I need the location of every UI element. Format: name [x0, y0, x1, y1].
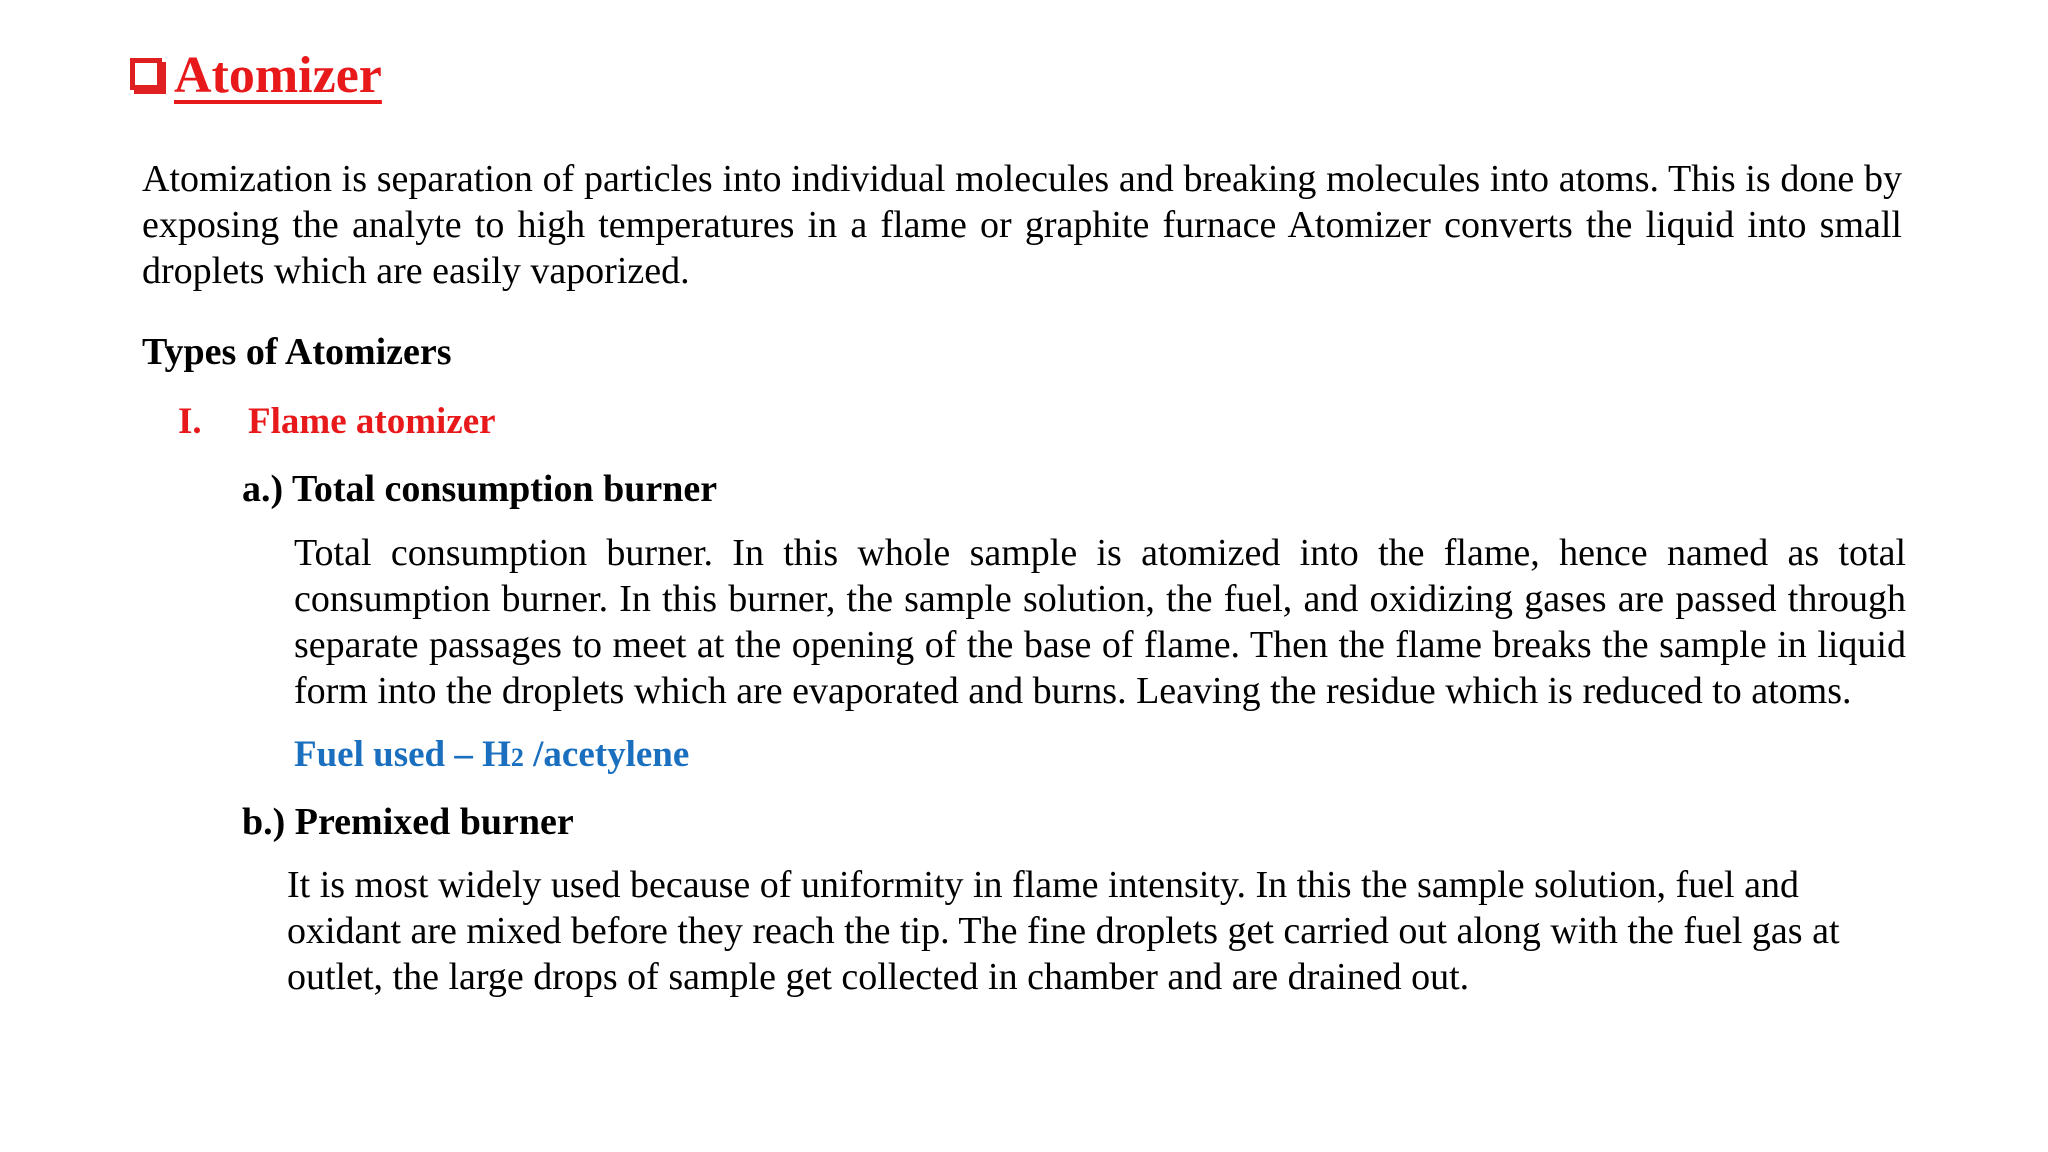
premixed-line: oxidant are mixed before they reach the tip. The fine droplets get carried out along with the fuel gas at	[287, 910, 1840, 952]
fuel-used-line	[294, 736, 689, 773]
intro-paragraph: Atomization is separation of particles into individual molecules and breaking molecules into atoms. This is done by exposing the analyte to high temperatures in a flame or graphite furnace Atomizer converts the liquid into small droplets which are easily vaporized.	[142, 158, 1902, 292]
premixed-line: It is most widely used because of uniformity in flame intensity. In this the sample solution, fuel and	[287, 864, 1799, 906]
premixed-paragraph	[287, 862, 1907, 1000]
fuel-prefix: Fuel used – H	[294, 734, 511, 775]
checkbox-bullet-icon	[130, 58, 162, 90]
fuel-subscript: 2	[510, 743, 524, 772]
total-consumption-heading: a.) Total consumption burner	[242, 468, 718, 510]
fuel-suffix: /acetylene	[523, 734, 690, 775]
total-consumption-paragraph: Total consumption burner. In this whole sample is atomized into the flame, hence named as total consumption burner. In this burner, the sample solution, the fuel, and oxidizing gases are passed through separate passages to meet at the opening of the base of flame. Then the flame breaks the sample in liquid form into the droplets which are evaporated and burns. Leaving the residue which is reduced to atoms.	[294, 532, 1906, 712]
flame-atomizer-item	[178, 403, 496, 440]
flame-label: Flame atomizer	[248, 401, 496, 442]
premixed-line: outlet, the large drops of sample get collected in chamber and are drained out.	[287, 956, 1470, 998]
premixed-heading: b.) Premixed burner	[242, 801, 574, 843]
title-row	[130, 47, 382, 104]
page-title: Atomizer	[174, 47, 382, 104]
flame-number: I.	[178, 401, 202, 442]
types-heading: Types of Atomizers	[142, 331, 452, 373]
